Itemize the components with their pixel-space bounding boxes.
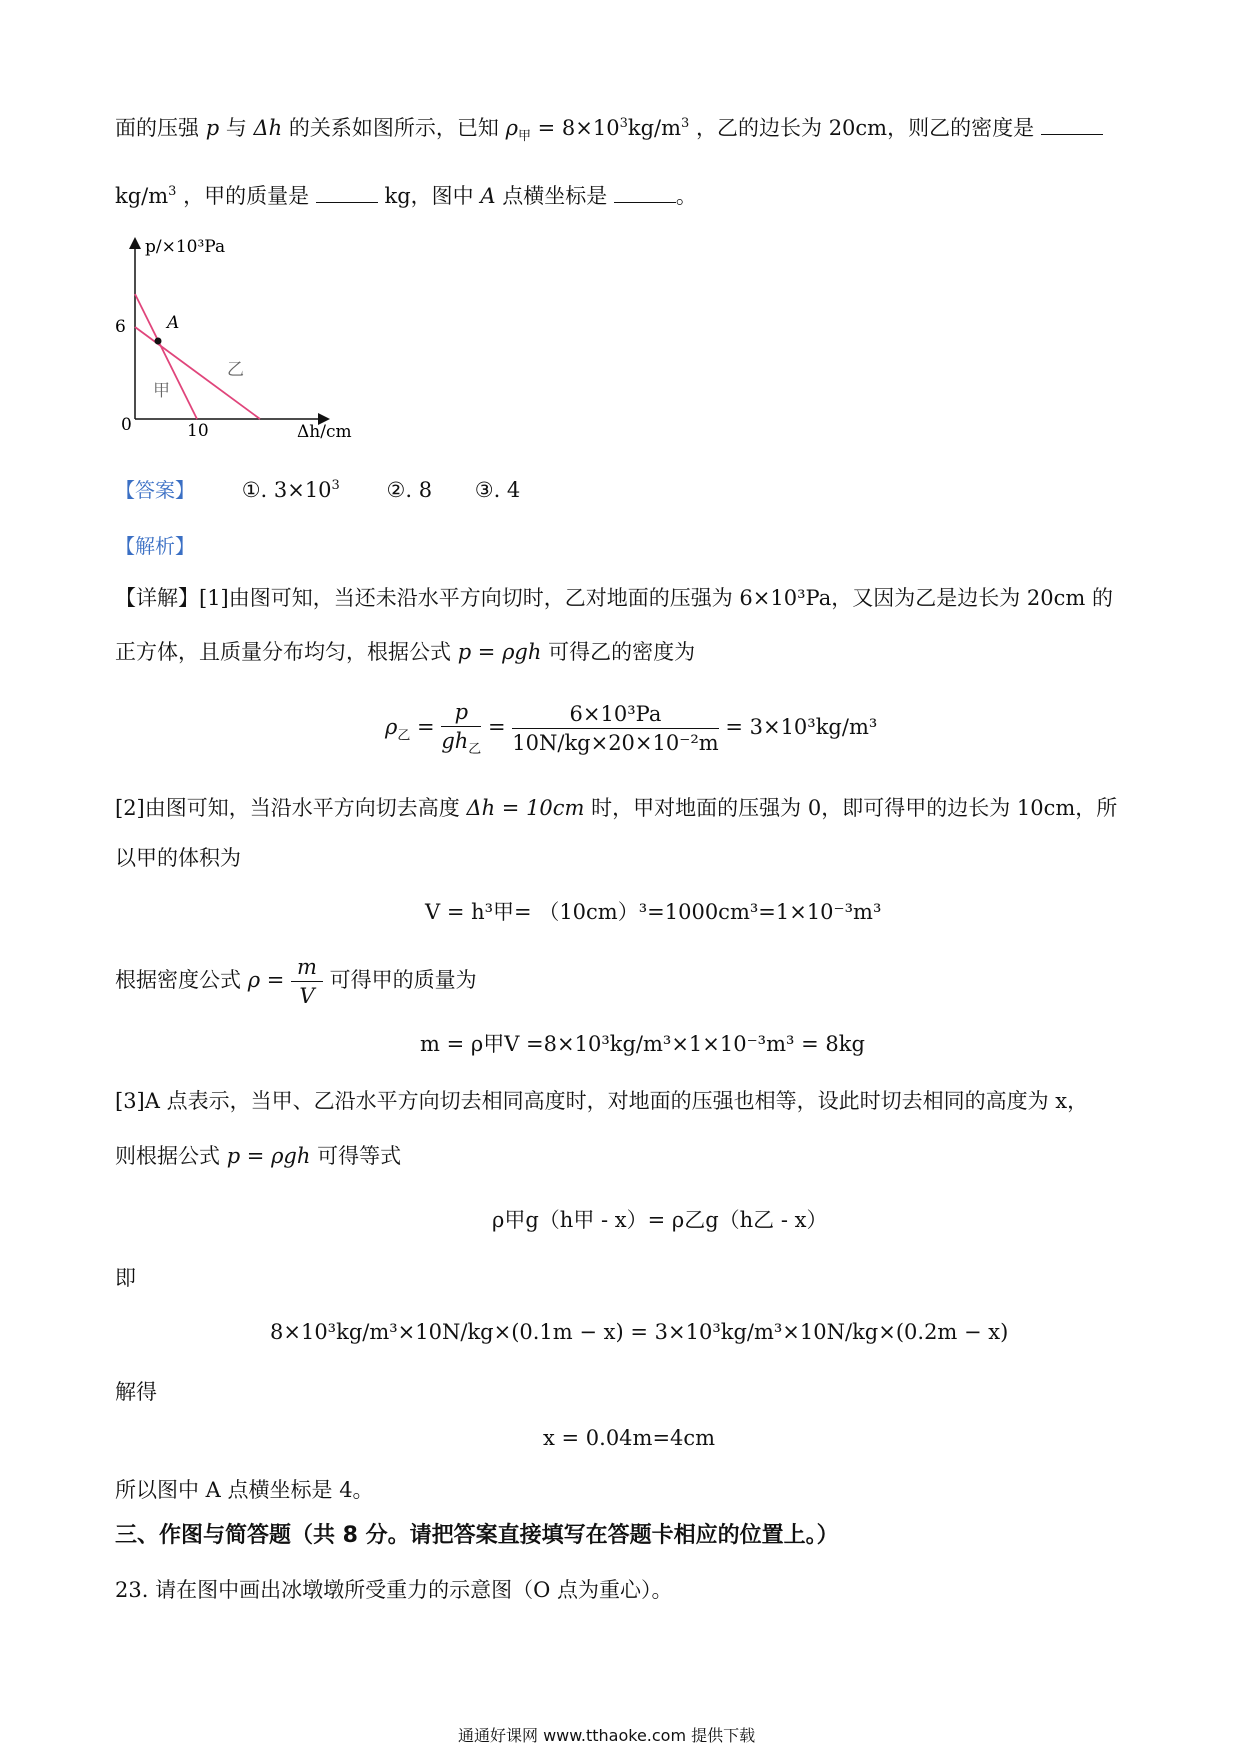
numerator: 6×10³Pa: [512, 702, 718, 729]
p3-line-1: [115, 1085, 1088, 1115]
answer-1: ①. 3×10: [241, 478, 332, 502]
text: 点横坐标是: [502, 184, 608, 208]
text: 。: [675, 184, 697, 208]
section-3-heading: [115, 1518, 839, 1549]
text: [1]由图可知，当还未沿水平方向切时，乙对地面的压强为 6×10³Pa，又因为乙是边长为 20cm 的: [199, 586, 1113, 610]
text: 可得乙的密度为: [548, 640, 696, 664]
text: 正方体，且质量分布均匀，根据公式: [115, 640, 451, 664]
detail-tag: 【详解】: [115, 586, 199, 610]
text: 以甲的体积为: [115, 846, 241, 870]
sub: 乙: [397, 728, 411, 744]
equation-4: [492, 1204, 827, 1234]
footer-text: 通通好课网 www.tthaoke.com 提供下载: [458, 1726, 756, 1745]
question-23: [115, 1574, 672, 1604]
text: 与: [225, 116, 247, 140]
analysis-tag: 【解析】: [115, 534, 195, 558]
answer-tag: 【答案】: [115, 478, 195, 502]
equation-3: [420, 1028, 865, 1058]
sub: 甲: [517, 129, 531, 145]
text: [2]由图可知，当沿水平方向切去高度: [115, 796, 460, 820]
formula: ρ =: [247, 968, 285, 992]
question-text: 23. 请在图中画出冰墩墩所受重力的示意图（O 点为重心）。: [115, 1578, 673, 1602]
x-tick-10: 10: [187, 421, 209, 441]
denominator: V: [299, 984, 315, 1008]
eq-text: V = h³甲= （10cm）³=1000cm³=1×10⁻³m³: [425, 900, 882, 924]
intro-line-1: [115, 112, 1103, 144]
p1-line-1: [115, 582, 1113, 612]
fraction-1: [441, 700, 481, 757]
text: 则根据公式: [115, 1144, 220, 1168]
x-axis-label: Δh/cm: [297, 422, 352, 442]
text: ，乙的边长为 20cm，则乙的密度是: [696, 116, 1035, 140]
answer-blank-3: [614, 201, 676, 203]
text: 可得甲的质量为: [329, 968, 477, 992]
p2-line-1: [115, 792, 1117, 822]
sup: 3: [619, 116, 628, 131]
text: 根据密度公式: [115, 968, 241, 992]
formula: Δh = 10cm: [466, 796, 585, 820]
fraction-3: [291, 955, 323, 1008]
text: 所以图中 A 点横坐标是 4。: [115, 1478, 374, 1502]
text: 可得等式: [317, 1144, 402, 1168]
eq-text: 8×10³kg/m³×10N/kg×(0.1m − x) = 3×10³kg/m³×10N/kg×(0.2m − x): [270, 1320, 1009, 1344]
origin-label: 0: [121, 415, 132, 435]
label-jia: 甲: [153, 381, 170, 401]
eq-rho: ρ: [385, 715, 398, 740]
denominator: 10N/kg×20×10⁻²m: [512, 731, 719, 756]
var-A: A: [480, 184, 496, 208]
p2-line-3: [115, 955, 477, 1008]
text: 时，甲对地面的压强为 0，即可得甲的边长为 10cm，所: [591, 796, 1118, 820]
jiede-line: [115, 1376, 157, 1406]
answer-blank-1: [1041, 133, 1103, 135]
text: 即: [115, 1266, 136, 1290]
intro-line-2: [115, 180, 697, 210]
y-tick-6: 6: [115, 317, 126, 337]
analysis-tag-line: [115, 530, 195, 559]
eq-text: ρ甲g（h甲 - x）= ρ乙g（h乙 - x）: [492, 1208, 828, 1232]
text: = 8×10: [537, 116, 620, 140]
answer-3: ③. 4: [474, 478, 521, 502]
answer-2: ②. 8: [386, 478, 433, 502]
conclusion-line: [115, 1474, 374, 1504]
text: ，甲的质量是: [183, 184, 310, 208]
text: [3]A 点表示，当甲、乙沿水平方向切去相同高度时，对地面的压强也相等，设此时切去相同的高度为 x，: [115, 1089, 1089, 1113]
sup: 3: [168, 184, 177, 199]
p1-line-2: [115, 636, 695, 666]
page-footer: [458, 1723, 755, 1746]
answer-blank-2: [316, 201, 378, 203]
equation-6: [543, 1426, 715, 1450]
text: kg，图中: [384, 184, 474, 208]
ji-line: [115, 1262, 136, 1292]
p3-line-2: [115, 1140, 401, 1170]
answer-line: [115, 474, 520, 503]
sup: 3: [681, 116, 690, 131]
unit: kg/m: [115, 184, 169, 208]
sup: 3: [331, 478, 340, 493]
denominator: [441, 727, 481, 757]
pressure-graph: [105, 232, 365, 442]
p2-line-2: [115, 842, 241, 872]
den-text: gh: [441, 729, 469, 753]
unit: kg/m: [627, 116, 682, 140]
var-rho: ρ: [505, 116, 518, 140]
equation-2: [425, 896, 881, 926]
numerator: m: [291, 955, 323, 982]
point-A: [155, 338, 162, 345]
fraction-2: [512, 702, 718, 755]
var-p: p: [205, 116, 220, 140]
text: 解得: [115, 1380, 157, 1404]
y-axis-label: p/×10³Pa: [145, 237, 226, 257]
label-yi: 乙: [227, 360, 244, 380]
text: 的关系如图所示，已知: [288, 116, 499, 140]
formula: p = ρgh: [226, 1144, 311, 1168]
sub: 乙: [468, 742, 482, 758]
heading-text: 三、作图与简答题（共 8 分。请把答案直接填写在答题卡相应的位置上。）: [115, 1523, 839, 1548]
equation-5: [270, 1320, 1008, 1344]
formula: p = ρgh: [457, 640, 542, 664]
text: 面的压强: [115, 116, 199, 140]
numerator: p: [441, 700, 481, 727]
eq-text: m = ρ甲V =8×10³kg/m³×1×10⁻³m³ = 8kg: [420, 1032, 865, 1056]
eq-rhs: = 3×10³kg/m³: [725, 715, 878, 740]
var-dh: Δh: [253, 116, 283, 140]
equation-1: $\rho_乙$ = $\frac{p}{gh_乙}$ = $\frac{\text{6×10³Pa}}{\text{10N/kg×20×10⁻²m}}$ = 3×10³kg/m³: [385, 700, 878, 758]
eq-text: x = 0.04m=4cm: [543, 1426, 716, 1450]
point-A-label: A: [167, 313, 180, 333]
